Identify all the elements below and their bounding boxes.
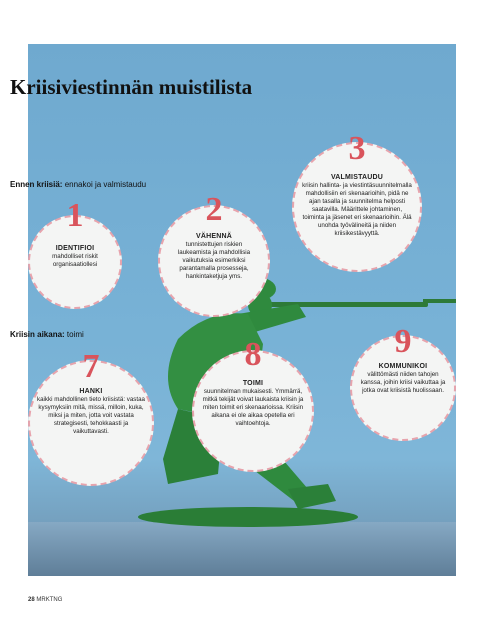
step-title: KOMMUNIKOI — [378, 363, 428, 370]
step-text: välittömästi niiden tahojen kanssa, joihin kriisi vaikuttaa ja jotka ovat kriisistä huolissaan. — [360, 371, 446, 394]
step-text: mahdolliset riskit organisaatiollesi — [52, 253, 98, 268]
step-text: tunnistettujen riskien laukeamista ja mahdollisia vaikutuksia esimerkiksi parantamalla prosesseja, hankintaketjuja yms. — [177, 241, 251, 280]
section-during-crisis-text: toimi — [66, 330, 84, 339]
step-title: TOIMI — [242, 380, 264, 387]
step-number: 2 — [205, 191, 223, 228]
step-circle-7 — [28, 348, 154, 486]
step-number: 3 — [348, 130, 366, 167]
step-title: VALMISTAUDU — [330, 174, 384, 181]
section-before-crisis — [10, 180, 146, 189]
step-circle-9 — [350, 323, 456, 441]
step-number: 8 — [244, 336, 262, 373]
step-text: kriisin hallinta- ja viestintäsuunnitelmalla mahdollisiin eri skenaarioihin, pidä ne ajan tasalla ja suunnitelma helposti saatavilla. Määrittele johtaminen, toiminta ja jäsenet eri skenaarioihin. Älä unohda työvälineitä ja niiden kriisikestävyyttä. — [302, 182, 412, 237]
section-during-crisis-bold: Kriisin aikana: — [10, 330, 65, 339]
page-footer — [28, 597, 62, 603]
step-text: suunnitelman mukaisesti. Ymmärrä, mitkä tekijät voivat laukaista kriisin ja miten toimit eri skenaarioissa. Kriisin aikana ei ole aikaa opetella eri vaihtoehtoja. — [202, 388, 304, 427]
step-title: IDENTIFIOI — [55, 245, 95, 252]
step-title: VÄHENNÄ — [195, 233, 232, 240]
section-before-crisis-text: ennakoi ja valmistaudu — [64, 180, 147, 189]
step-number: 1 — [66, 197, 84, 234]
step-number: 7 — [82, 348, 100, 385]
section-during-crisis — [10, 330, 84, 339]
section-before-crisis-bold: Ennen kriisiä: — [10, 180, 63, 189]
background-photo — [28, 44, 456, 576]
step-circle-1 — [28, 197, 122, 309]
step-title: HANKI — [79, 388, 103, 395]
magazine-name: MRKTNG — [36, 597, 63, 603]
step-circle-2 — [158, 191, 270, 317]
step-number: 9 — [394, 323, 412, 360]
step-text: kaikki mahdollinen tieto kriisistä: vastaa kysymyksiin mitä, missä, milloin, kuka, miksi ja miten, jotta voit vastata strategisesti, tehokkaasti ja vaikuttavasti. — [37, 396, 145, 435]
page-title: Kriisiviestinnän muistilista — [10, 75, 253, 99]
page-number: 28 — [28, 597, 35, 603]
step-circle-3 — [292, 130, 422, 272]
step-circle-8 — [192, 336, 314, 472]
